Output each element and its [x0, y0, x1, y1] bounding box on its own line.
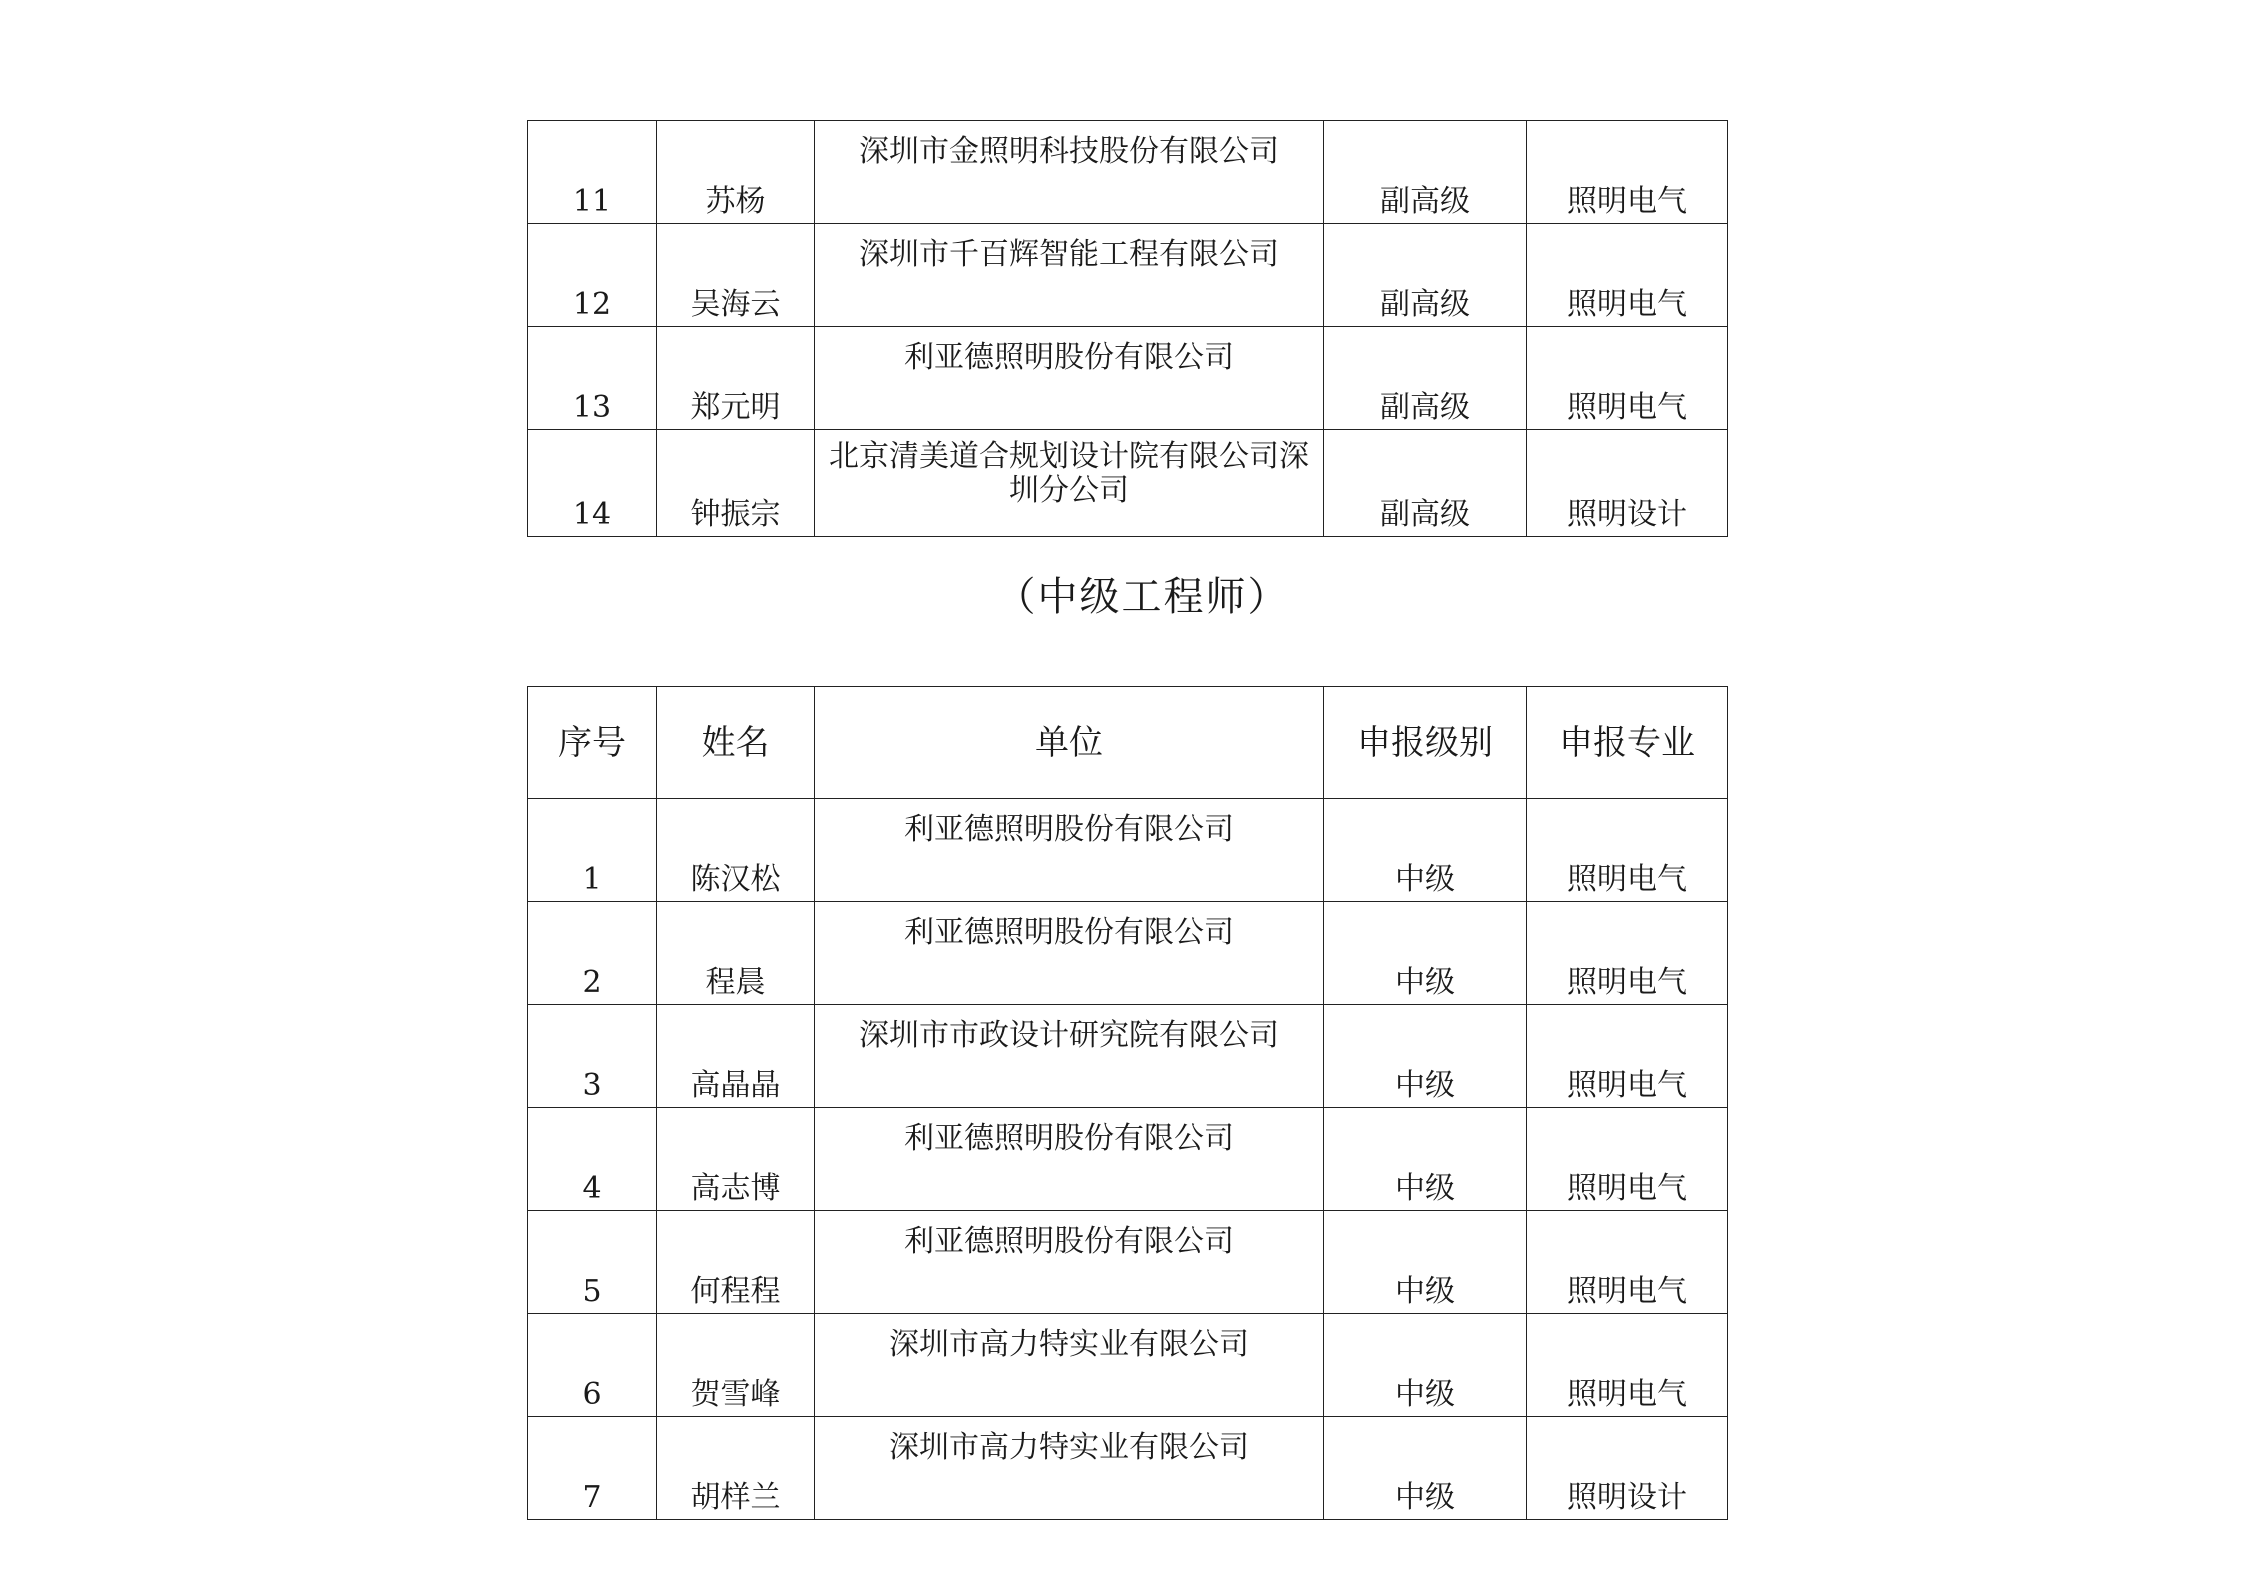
application-major: 照明电气: [1527, 224, 1728, 327]
application-major: 照明电气: [1527, 902, 1728, 1005]
person-name: 苏杨: [657, 121, 815, 224]
organization: 深圳市高力特实业有限公司: [815, 1417, 1324, 1520]
application-major: 照明设计: [1527, 430, 1728, 537]
intermediate-engineer-table: [527, 686, 1728, 1520]
table-row: [528, 327, 1728, 430]
person-name: 高晶晶: [657, 1005, 815, 1108]
row-number: 11: [528, 121, 657, 224]
table-row: [528, 1211, 1728, 1314]
row-number: 13: [528, 327, 657, 430]
application-major: 照明电气: [1527, 1005, 1728, 1108]
organization: 利亚德照明股份有限公司: [815, 327, 1324, 430]
header-level: 申报级别: [1324, 687, 1527, 799]
application-level: 中级: [1324, 1108, 1527, 1211]
senior-engineer-table: [527, 120, 1728, 537]
row-number: 2: [528, 902, 657, 1005]
person-name: 陈汉松: [657, 799, 815, 902]
table-row: [528, 1005, 1728, 1108]
application-level: 副高级: [1324, 121, 1527, 224]
table-row: [528, 1314, 1728, 1417]
application-level: 副高级: [1324, 327, 1527, 430]
table-row: [528, 430, 1728, 537]
section-title: （中级工程师）: [995, 574, 1290, 620]
application-major: 照明电气: [1527, 121, 1728, 224]
application-major: 照明设计: [1527, 1417, 1728, 1520]
person-name: 钟振宗: [657, 430, 815, 537]
table-header-row: [528, 687, 1728, 799]
table-row: [528, 1108, 1728, 1211]
table-row: [528, 799, 1728, 902]
person-name: 郑元明: [657, 327, 815, 430]
application-level: 中级: [1324, 902, 1527, 1005]
application-level: 副高级: [1324, 430, 1527, 537]
application-major: 照明电气: [1527, 327, 1728, 430]
organization: 北京清美道合规划设计院有限公司深圳分公司: [815, 430, 1324, 537]
header-name: 姓名: [657, 687, 815, 799]
person-name: 贺雪峰: [657, 1314, 815, 1417]
row-number: 12: [528, 224, 657, 327]
person-name: 何程程: [657, 1211, 815, 1314]
organization: 深圳市金照明科技股份有限公司: [815, 121, 1324, 224]
table-row: [528, 224, 1728, 327]
organization: 深圳市千百辉智能工程有限公司: [815, 224, 1324, 327]
header-organization: 单位: [815, 687, 1324, 799]
row-number: 7: [528, 1417, 657, 1520]
application-major: 照明电气: [1527, 799, 1728, 902]
application-level: 中级: [1324, 1417, 1527, 1520]
organization: 利亚德照明股份有限公司: [815, 1211, 1324, 1314]
row-number: 3: [528, 1005, 657, 1108]
row-number: 5: [528, 1211, 657, 1314]
row-number: 4: [528, 1108, 657, 1211]
application-level: 中级: [1324, 1005, 1527, 1108]
organization: 深圳市市政设计研究院有限公司: [815, 1005, 1324, 1108]
application-major: 照明电气: [1527, 1108, 1728, 1211]
person-name: 胡样兰: [657, 1417, 815, 1520]
application-level: 副高级: [1324, 224, 1527, 327]
table-row: [528, 1417, 1728, 1520]
application-level: 中级: [1324, 799, 1527, 902]
organization: 利亚德照明股份有限公司: [815, 902, 1324, 1005]
application-major: 照明电气: [1527, 1211, 1728, 1314]
table-row: [528, 902, 1728, 1005]
organization: 深圳市高力特实业有限公司: [815, 1314, 1324, 1417]
header-number: 序号: [528, 687, 657, 799]
organization: 利亚德照明股份有限公司: [815, 1108, 1324, 1211]
row-number: 1: [528, 799, 657, 902]
organization: 利亚德照明股份有限公司: [815, 799, 1324, 902]
row-number: 14: [528, 430, 657, 537]
person-name: 程晨: [657, 902, 815, 1005]
person-name: 高志博: [657, 1108, 815, 1211]
person-name: 吴海云: [657, 224, 815, 327]
table-row: [528, 121, 1728, 224]
header-major: 申报专业: [1527, 687, 1728, 799]
row-number: 6: [528, 1314, 657, 1417]
application-level: 中级: [1324, 1211, 1527, 1314]
application-major: 照明电气: [1527, 1314, 1728, 1417]
application-level: 中级: [1324, 1314, 1527, 1417]
